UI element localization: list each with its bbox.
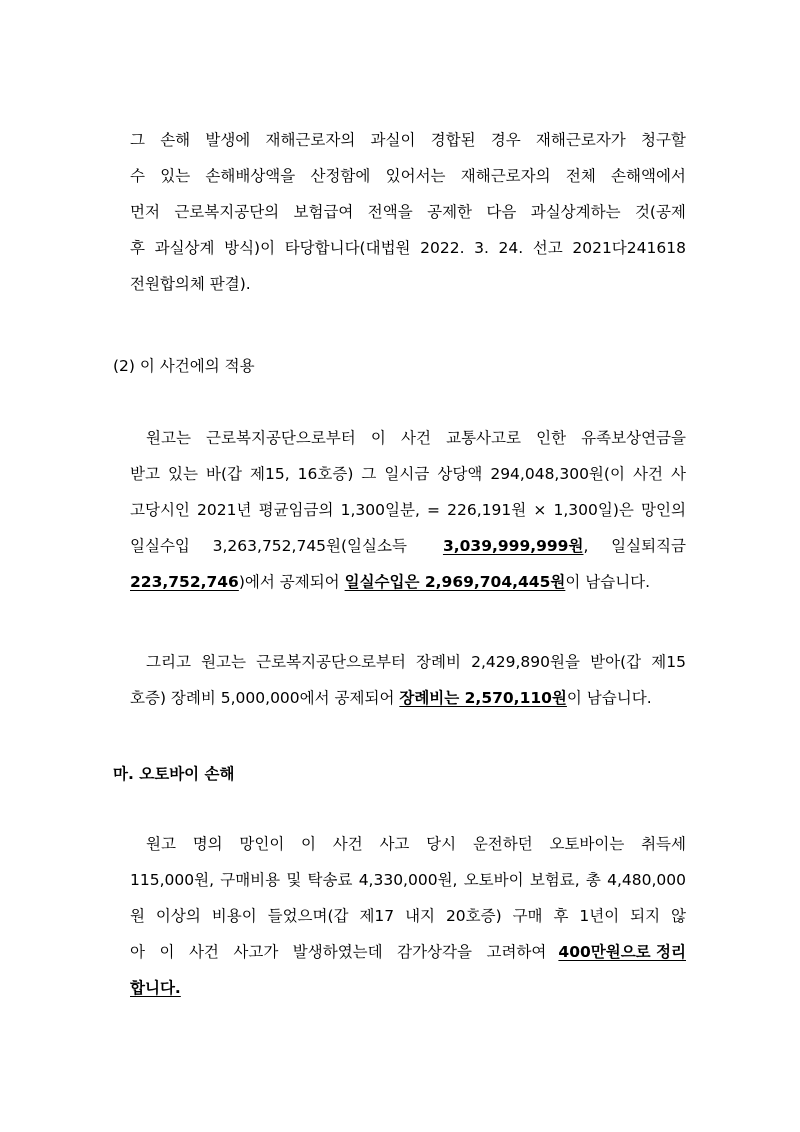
section-heading: 마. 오토바이 손해 bbox=[113, 765, 235, 783]
word: 이 bbox=[370, 429, 386, 447]
text-span bbox=[213, 528, 589, 564]
motorcycle-damage-amount-end: 합니다. bbox=[130, 979, 181, 997]
word: 있는 bbox=[167, 465, 198, 483]
word: 사고가 bbox=[233, 943, 279, 961]
word: 않 bbox=[670, 907, 686, 925]
word: 재해근로자의 bbox=[265, 131, 356, 149]
word: 취득세 bbox=[641, 835, 686, 853]
word: 있어서는 bbox=[385, 167, 446, 185]
word: 당시 bbox=[426, 835, 457, 853]
word: 이 bbox=[301, 835, 317, 853]
word: 원고는 bbox=[146, 429, 191, 447]
text-span: , bbox=[583, 537, 589, 555]
word: 이 bbox=[159, 943, 175, 961]
word: 294,048,300원(이 bbox=[490, 465, 625, 483]
word: 제17 bbox=[359, 907, 395, 925]
word: 바(갑 bbox=[205, 465, 242, 483]
word: 보험료, bbox=[529, 871, 580, 889]
word: 아 bbox=[130, 943, 145, 961]
word: 총 bbox=[585, 871, 601, 889]
paragraph-motorcycle-damage bbox=[130, 826, 686, 1006]
lost-earnings-amount: 3,039,999,999원 bbox=[442, 537, 584, 555]
word: 24. bbox=[498, 239, 524, 257]
text-span: 호증) 장례비 5,000,000에서 공제되어 bbox=[130, 689, 400, 707]
text-line bbox=[130, 970, 686, 1006]
word: 들었으며(갑 bbox=[267, 907, 349, 925]
word: 망인의 bbox=[641, 501, 686, 519]
retirement-pay-amount: 223,752,746 bbox=[130, 573, 239, 591]
word: 산정함에 bbox=[310, 167, 371, 185]
word: 근로복지공단의 bbox=[174, 203, 280, 221]
subsection-title: (2) 이 사건에의 적용 bbox=[113, 357, 255, 375]
word: 2021다241618 bbox=[572, 239, 686, 257]
word: 타당합니다(대법원 bbox=[284, 239, 411, 257]
text-line bbox=[130, 680, 686, 716]
text-line bbox=[130, 230, 686, 266]
text-span: 3,263,752,745원(일실소득 bbox=[212, 537, 407, 555]
paragraph-lost-income bbox=[130, 420, 686, 600]
word: 226,191원 bbox=[447, 501, 527, 519]
word: 원 bbox=[130, 907, 145, 925]
word: 청구할 bbox=[640, 131, 686, 149]
text-span: )에서 공제되어 bbox=[238, 573, 345, 591]
text-line bbox=[130, 194, 686, 230]
paragraph-funeral-cost bbox=[130, 644, 686, 716]
word: 발생에 bbox=[205, 131, 251, 149]
word: 재해근로자가 bbox=[535, 131, 626, 149]
word: 20호증) bbox=[445, 907, 502, 925]
text-line bbox=[130, 528, 686, 564]
word: 사건 bbox=[401, 429, 431, 447]
word: 재해근로자의 bbox=[460, 167, 551, 185]
word: 115,000원, bbox=[130, 871, 214, 889]
word: 받아(갑 bbox=[590, 653, 642, 671]
word: 근로복지공단으로부터 bbox=[256, 653, 406, 671]
word: 상당액 bbox=[437, 465, 483, 483]
word: 과실상계하는 bbox=[530, 203, 621, 221]
word: 수 bbox=[130, 167, 145, 185]
word: 오토바이 bbox=[463, 871, 524, 889]
word: = bbox=[427, 501, 441, 519]
word: 평균임금의 bbox=[258, 501, 334, 519]
word: 1,300일)은 bbox=[553, 501, 634, 519]
word: 일시금 bbox=[384, 465, 430, 483]
word: 사건 bbox=[188, 943, 219, 961]
text-line bbox=[130, 826, 686, 862]
word: 운전하던 bbox=[472, 835, 533, 853]
word: 있는 bbox=[160, 167, 191, 185]
text-line bbox=[130, 492, 686, 528]
text-line bbox=[130, 420, 686, 456]
word: 발생하였는데 bbox=[292, 943, 383, 961]
word: 그리고 bbox=[146, 653, 191, 671]
text-span: 일실수입 bbox=[130, 537, 190, 555]
word: 경우 bbox=[490, 131, 521, 149]
word: 후 bbox=[130, 239, 145, 257]
text-line bbox=[130, 564, 686, 600]
word: 다음 bbox=[486, 203, 517, 221]
word: 교통사고로 bbox=[446, 429, 521, 447]
word: 것(공제 bbox=[634, 203, 686, 221]
text-line bbox=[130, 862, 686, 898]
word: 사고 bbox=[379, 835, 410, 853]
word: 4,330,000원, bbox=[358, 871, 458, 889]
word: 이상의 bbox=[155, 907, 201, 925]
word: 비용이 bbox=[211, 907, 257, 925]
paragraph-deduction-method bbox=[130, 122, 686, 302]
word: 감가상각을 bbox=[397, 943, 472, 961]
word: 사건 bbox=[332, 835, 363, 853]
remaining-lost-income: 일실수입은 2,969,704,445원 bbox=[344, 573, 566, 591]
word: 3. bbox=[474, 239, 489, 257]
text-span: 이 남습니다. bbox=[565, 573, 651, 591]
text-line bbox=[130, 456, 686, 492]
text-line bbox=[130, 898, 686, 934]
word: 장례비 bbox=[416, 653, 461, 671]
word: 2021년 bbox=[197, 501, 252, 519]
word: 그 bbox=[361, 465, 377, 483]
word: 2022. bbox=[420, 239, 465, 257]
word: 구매비용 bbox=[220, 871, 281, 889]
text-line bbox=[130, 644, 686, 680]
word: 과실이 bbox=[370, 131, 416, 149]
word: 손해액에서 bbox=[611, 167, 686, 185]
word: 2,429,890원을 bbox=[471, 653, 580, 671]
word: 방식)이 bbox=[224, 239, 276, 257]
word: 전액을 bbox=[367, 203, 413, 221]
word: 먼저 bbox=[130, 203, 160, 221]
word: 1년이 bbox=[579, 907, 620, 925]
word: 사건 bbox=[632, 465, 663, 483]
word: 과실상계 bbox=[154, 239, 215, 257]
word: 제15 bbox=[651, 653, 686, 671]
word: 인한 bbox=[536, 429, 567, 447]
word: 명의 bbox=[192, 835, 223, 853]
motorcycle-damage-amount: 400만원으로 정리 bbox=[558, 943, 686, 961]
word: 고당시인 bbox=[130, 501, 190, 519]
word: 내지 bbox=[405, 907, 436, 925]
word: 손해 bbox=[160, 131, 191, 149]
word: 및 bbox=[286, 871, 302, 889]
text-line bbox=[130, 158, 686, 194]
word: 탁송료 bbox=[307, 871, 353, 889]
text-span: 일실퇴직금 bbox=[611, 537, 686, 555]
word: 1,300일분, bbox=[340, 501, 420, 519]
remaining-funeral-cost: 장례비는 2,570,110원 bbox=[399, 689, 567, 707]
text-span: 이 남습니다. bbox=[566, 689, 652, 707]
word: 후 bbox=[553, 907, 569, 925]
word: 원고는 bbox=[201, 653, 246, 671]
word: × bbox=[533, 501, 547, 519]
word: 공제한 bbox=[427, 203, 473, 221]
word: 고려하여 bbox=[486, 943, 547, 961]
word: 구매 bbox=[512, 907, 543, 925]
word: 받고 bbox=[130, 465, 160, 483]
text-line bbox=[130, 266, 686, 302]
word: 원고 bbox=[146, 835, 176, 853]
word: 그 bbox=[130, 131, 145, 149]
text-line bbox=[130, 934, 686, 970]
word: 사 bbox=[670, 465, 686, 483]
word: 4,480,000 bbox=[607, 871, 686, 889]
word: 보험급여 bbox=[293, 203, 354, 221]
word: 경합된 bbox=[430, 131, 476, 149]
word: 오토바이는 bbox=[549, 835, 625, 853]
word: 유족보상연금을 bbox=[581, 429, 686, 447]
word: 근로복지공단으로부터 bbox=[206, 429, 356, 447]
text-group bbox=[130, 934, 558, 970]
word: 망인이 bbox=[239, 835, 285, 853]
word: 16호증) bbox=[297, 465, 354, 483]
text-line bbox=[130, 122, 686, 158]
word: 되지 bbox=[630, 907, 661, 925]
word: 제15, bbox=[250, 465, 290, 483]
word: 선고 bbox=[532, 239, 563, 257]
word: 손해배상액을 bbox=[205, 167, 296, 185]
text-span: 전원합의체 판결). bbox=[130, 275, 251, 293]
word: 전체 bbox=[565, 167, 596, 185]
